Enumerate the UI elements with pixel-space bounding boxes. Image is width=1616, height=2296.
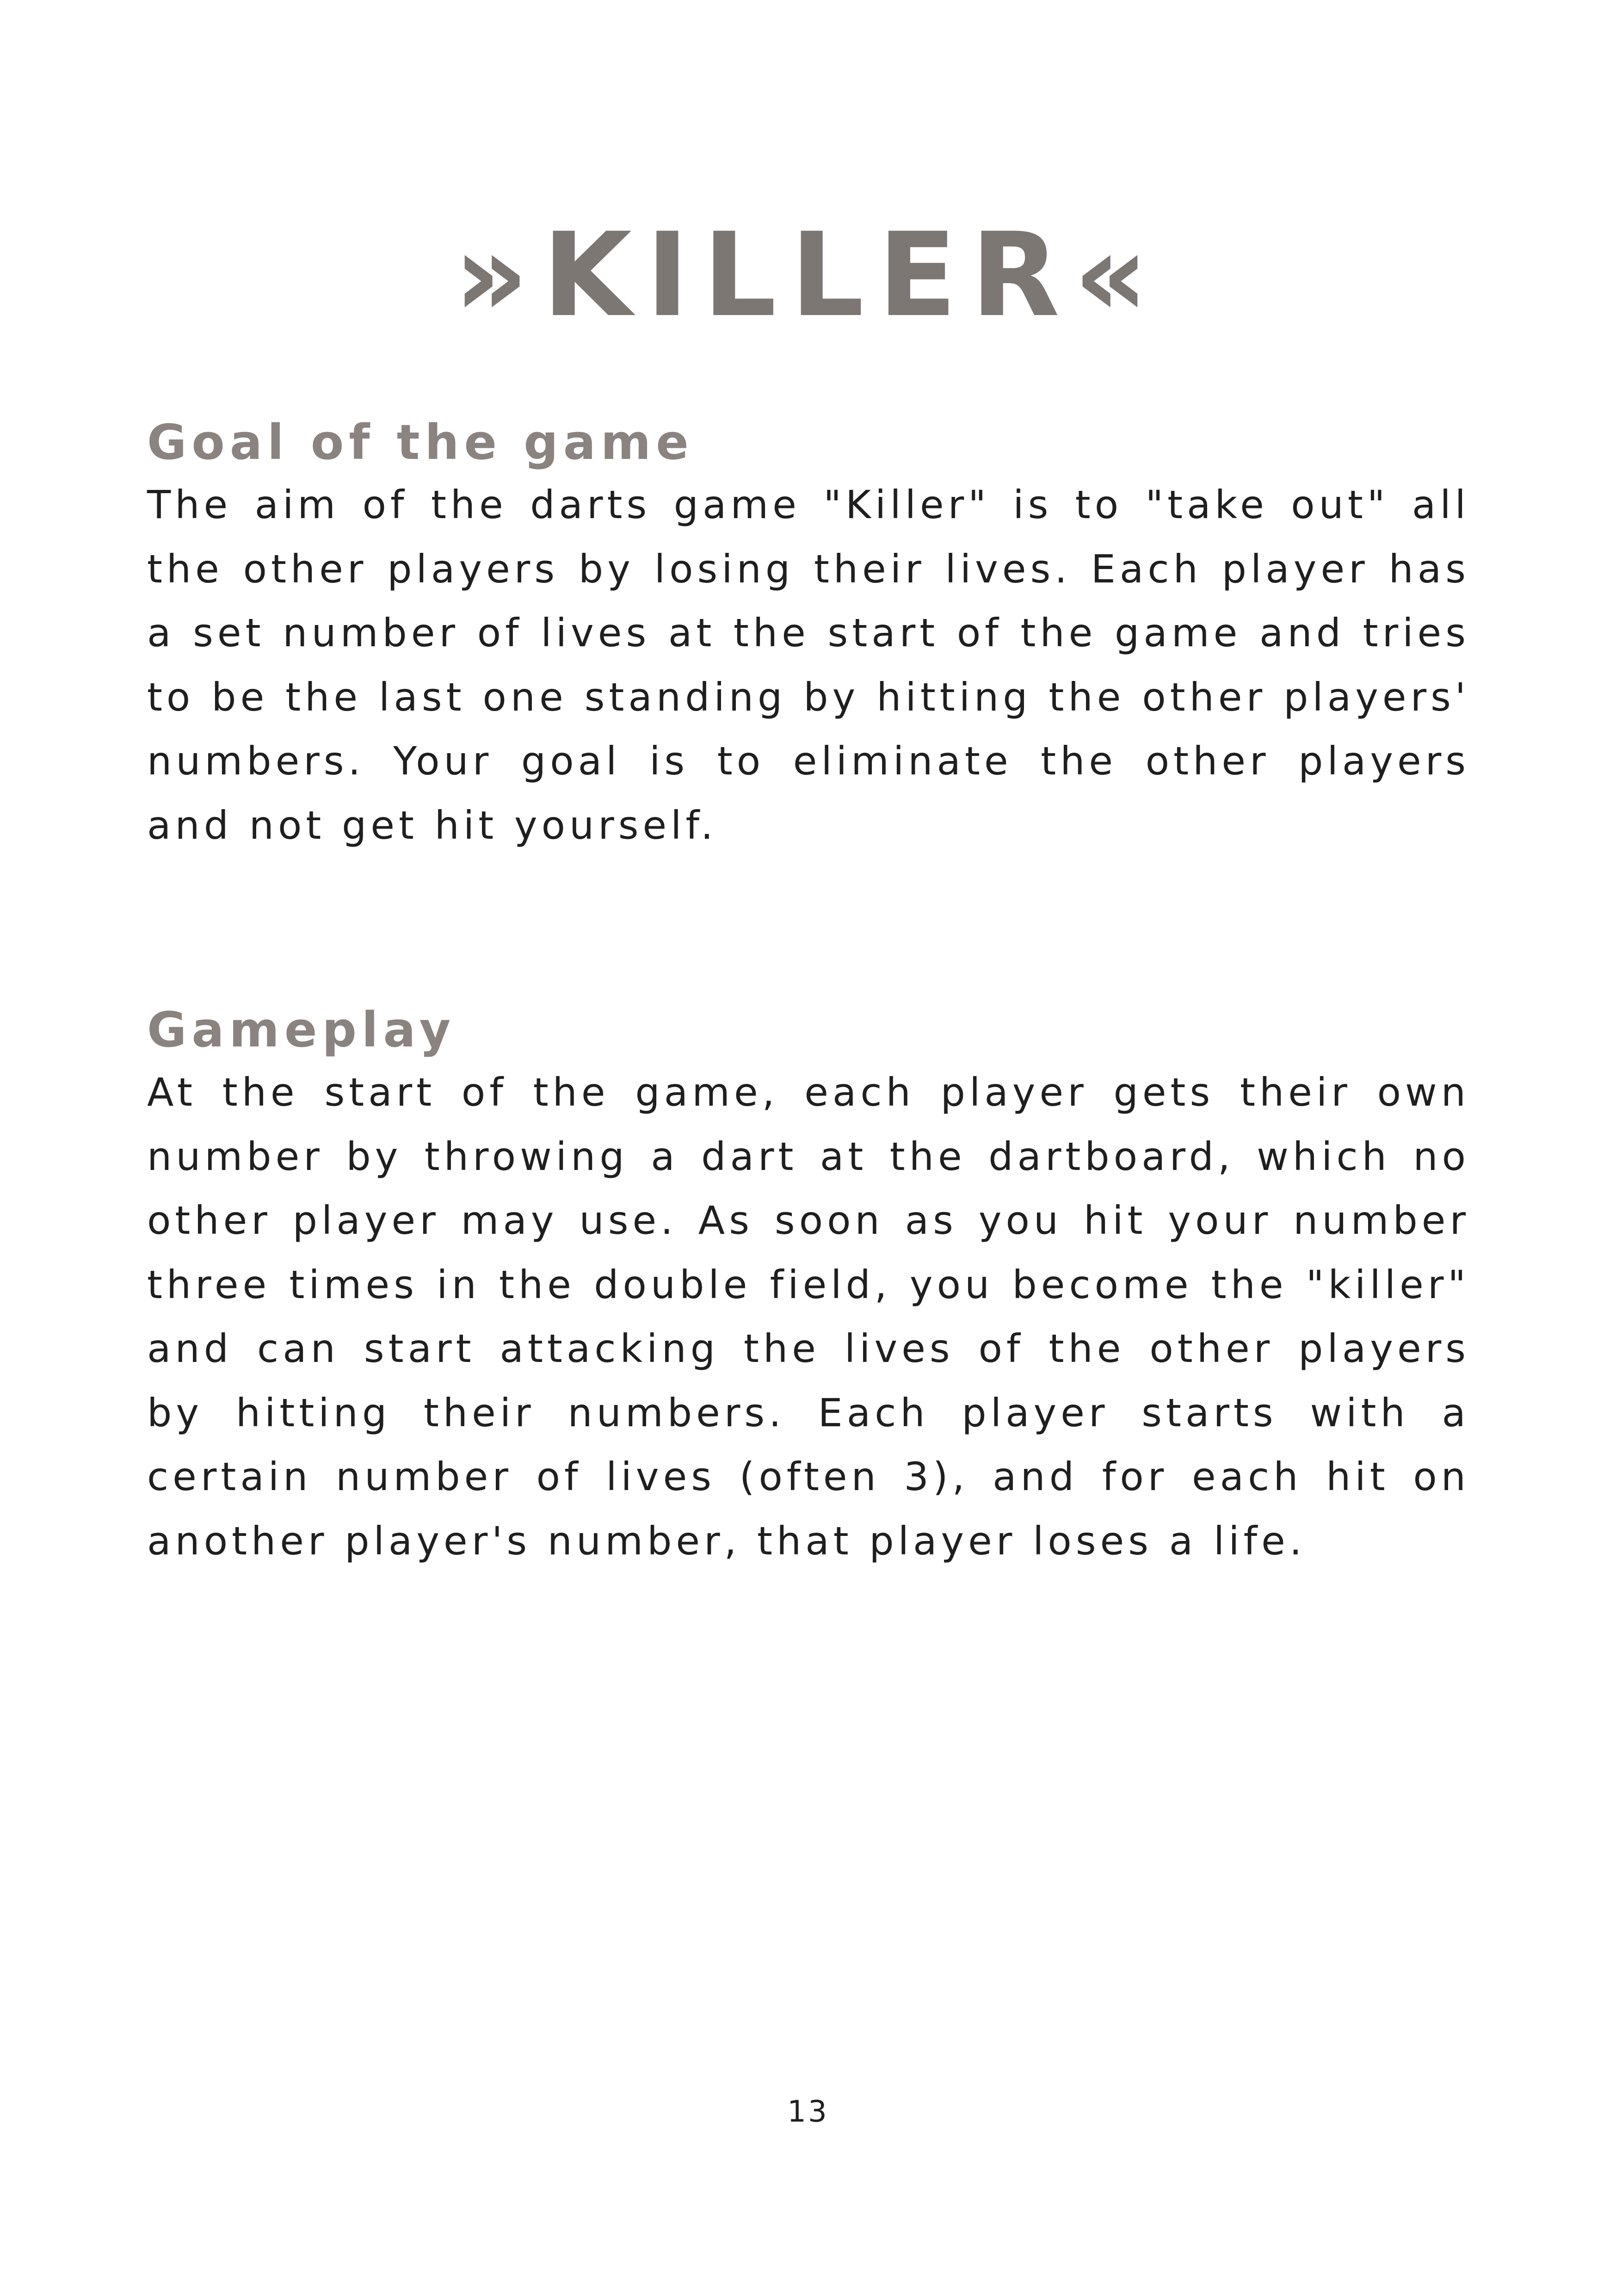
section-heading: Goal of the game (147, 414, 694, 470)
page-title: »KILLER« (454, 208, 1162, 342)
section-paragraph: The aim of the darts game "Killer" is to "take out" all the other players by losing their lives. Each player has a set number of lives at the start of the game and tries to be the last one standing by hitting the other players' numbers. Your goal is to eliminate the other players and not get hit yourself. (147, 482, 1470, 848)
section-gameplay (147, 999, 1470, 1573)
section-paragraph: At the start of the game, each player gets their own number by throwing a dart at the dartboard, which no other player may use. As soon as you hit your number three times in the double field, you become the "killer" and can start attacking the lives of the other players by hitting their numbers. Each player starts with a certain number of lives (often 3), and for each hit on another player's number, that player loses a life. (147, 1070, 1470, 1564)
page-number: 13 (787, 2095, 829, 2129)
section-goal-of-the-game (147, 412, 1470, 857)
section-heading: Gameplay (147, 1002, 456, 1058)
